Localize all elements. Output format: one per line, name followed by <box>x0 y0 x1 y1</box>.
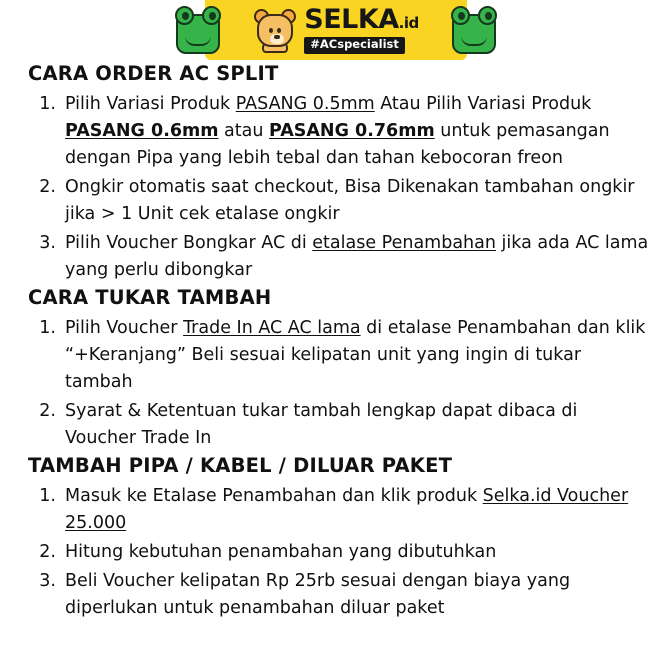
list-item-number: 2. <box>39 177 56 197</box>
emphasis-underline: etalase Penambahan <box>312 233 496 253</box>
list-item-number: 2. <box>39 542 56 562</box>
brand-name <box>304 4 419 36</box>
emphasis-underline: PASANG 0.5mm <box>235 94 375 114</box>
list-item <box>28 398 650 452</box>
list-item <box>28 539 650 566</box>
section-list-cara-order-ac-split <box>28 91 650 284</box>
list-item <box>28 230 650 284</box>
list-item-number: 3. <box>39 233 56 253</box>
list-item-text: Masuk ke Etalase Penambahan dan klik produk Selka.id Voucher 25.000 <box>65 486 629 533</box>
brand-name-suffix: .id <box>398 14 419 33</box>
section-title-cara-tukar-tambah: CARA TUKAR TAMBAH <box>28 286 272 309</box>
bear-mascot-icon <box>253 7 297 53</box>
list-item-text: Beli Voucher kelipatan Rp 25rb sesuai dengan biaya yang diperlukan untuk penambahan diluar paket <box>65 571 571 618</box>
list-item-number: 3. <box>39 571 56 591</box>
list-item <box>28 568 650 622</box>
list-item-number: 2. <box>39 401 56 421</box>
list-item-text: Pilih Voucher Bongkar AC di etalase Penambahan jika ada AC lama yang perlu dibongkar <box>65 233 649 280</box>
list-item-number: 1. <box>39 94 56 114</box>
brand-hashtag: #ACspecialist <box>304 37 405 54</box>
list-item <box>28 174 650 228</box>
list-item-text: Pilih Voucher Trade In AC AC lama di etalase Penambahan dan klik “+Keranjang” Beli sesuai kelipatan unit yang ingin di tukar tambah <box>65 318 646 392</box>
content-body <box>0 62 672 624</box>
section-title-tambah-pipa-kabel-diluar-paket: TAMBAH PIPA / KABEL / DILUAR PAKET <box>28 454 453 477</box>
list-item <box>28 91 650 172</box>
brand-text-block <box>304 6 419 54</box>
list-item <box>28 315 650 396</box>
list-item-text: Pilih Variasi Produk PASANG 0.5mm Atau Pilih Variasi Produk PASANG 0.6mm atau PASANG 0.76mm untuk pemasangan dengan Pipa yang lebih tebal dan tahan kebocoran freon <box>65 94 610 168</box>
section-list-tambah-pipa-kabel-diluar-paket <box>28 483 650 622</box>
list-item <box>28 483 650 537</box>
section-list-cara-tukar-tambah <box>28 315 650 452</box>
brand-name-main: SELKA <box>304 4 399 36</box>
brand-lockup <box>205 0 467 60</box>
section-title-cara-order-ac-split: CARA ORDER AC SPLIT <box>28 62 279 85</box>
list-item-text: Syarat & Ketentuan tukar tambah lengkap dapat dibaca di Voucher Trade In <box>65 401 578 448</box>
list-item-number: 1. <box>39 318 56 338</box>
list-item-text: Ongkir otomatis saat checkout, Bisa Dikenakan tambahan ongkir jika > 1 Unit cek etalase ongkir <box>65 177 635 224</box>
emphasis-underline: Selka.id Voucher 25.000 <box>65 486 629 533</box>
header-banner <box>0 0 672 62</box>
emphasis-underline: Trade In AC AC lama <box>183 318 361 338</box>
list-item-number: 1. <box>39 486 56 506</box>
emphasis-bold-underline: PASANG 0.6mm <box>65 121 219 141</box>
emphasis-bold-underline: PASANG 0.76mm <box>269 121 435 141</box>
list-item-text: Hitung kebutuhan penambahan yang dibutuhkan <box>65 542 497 562</box>
